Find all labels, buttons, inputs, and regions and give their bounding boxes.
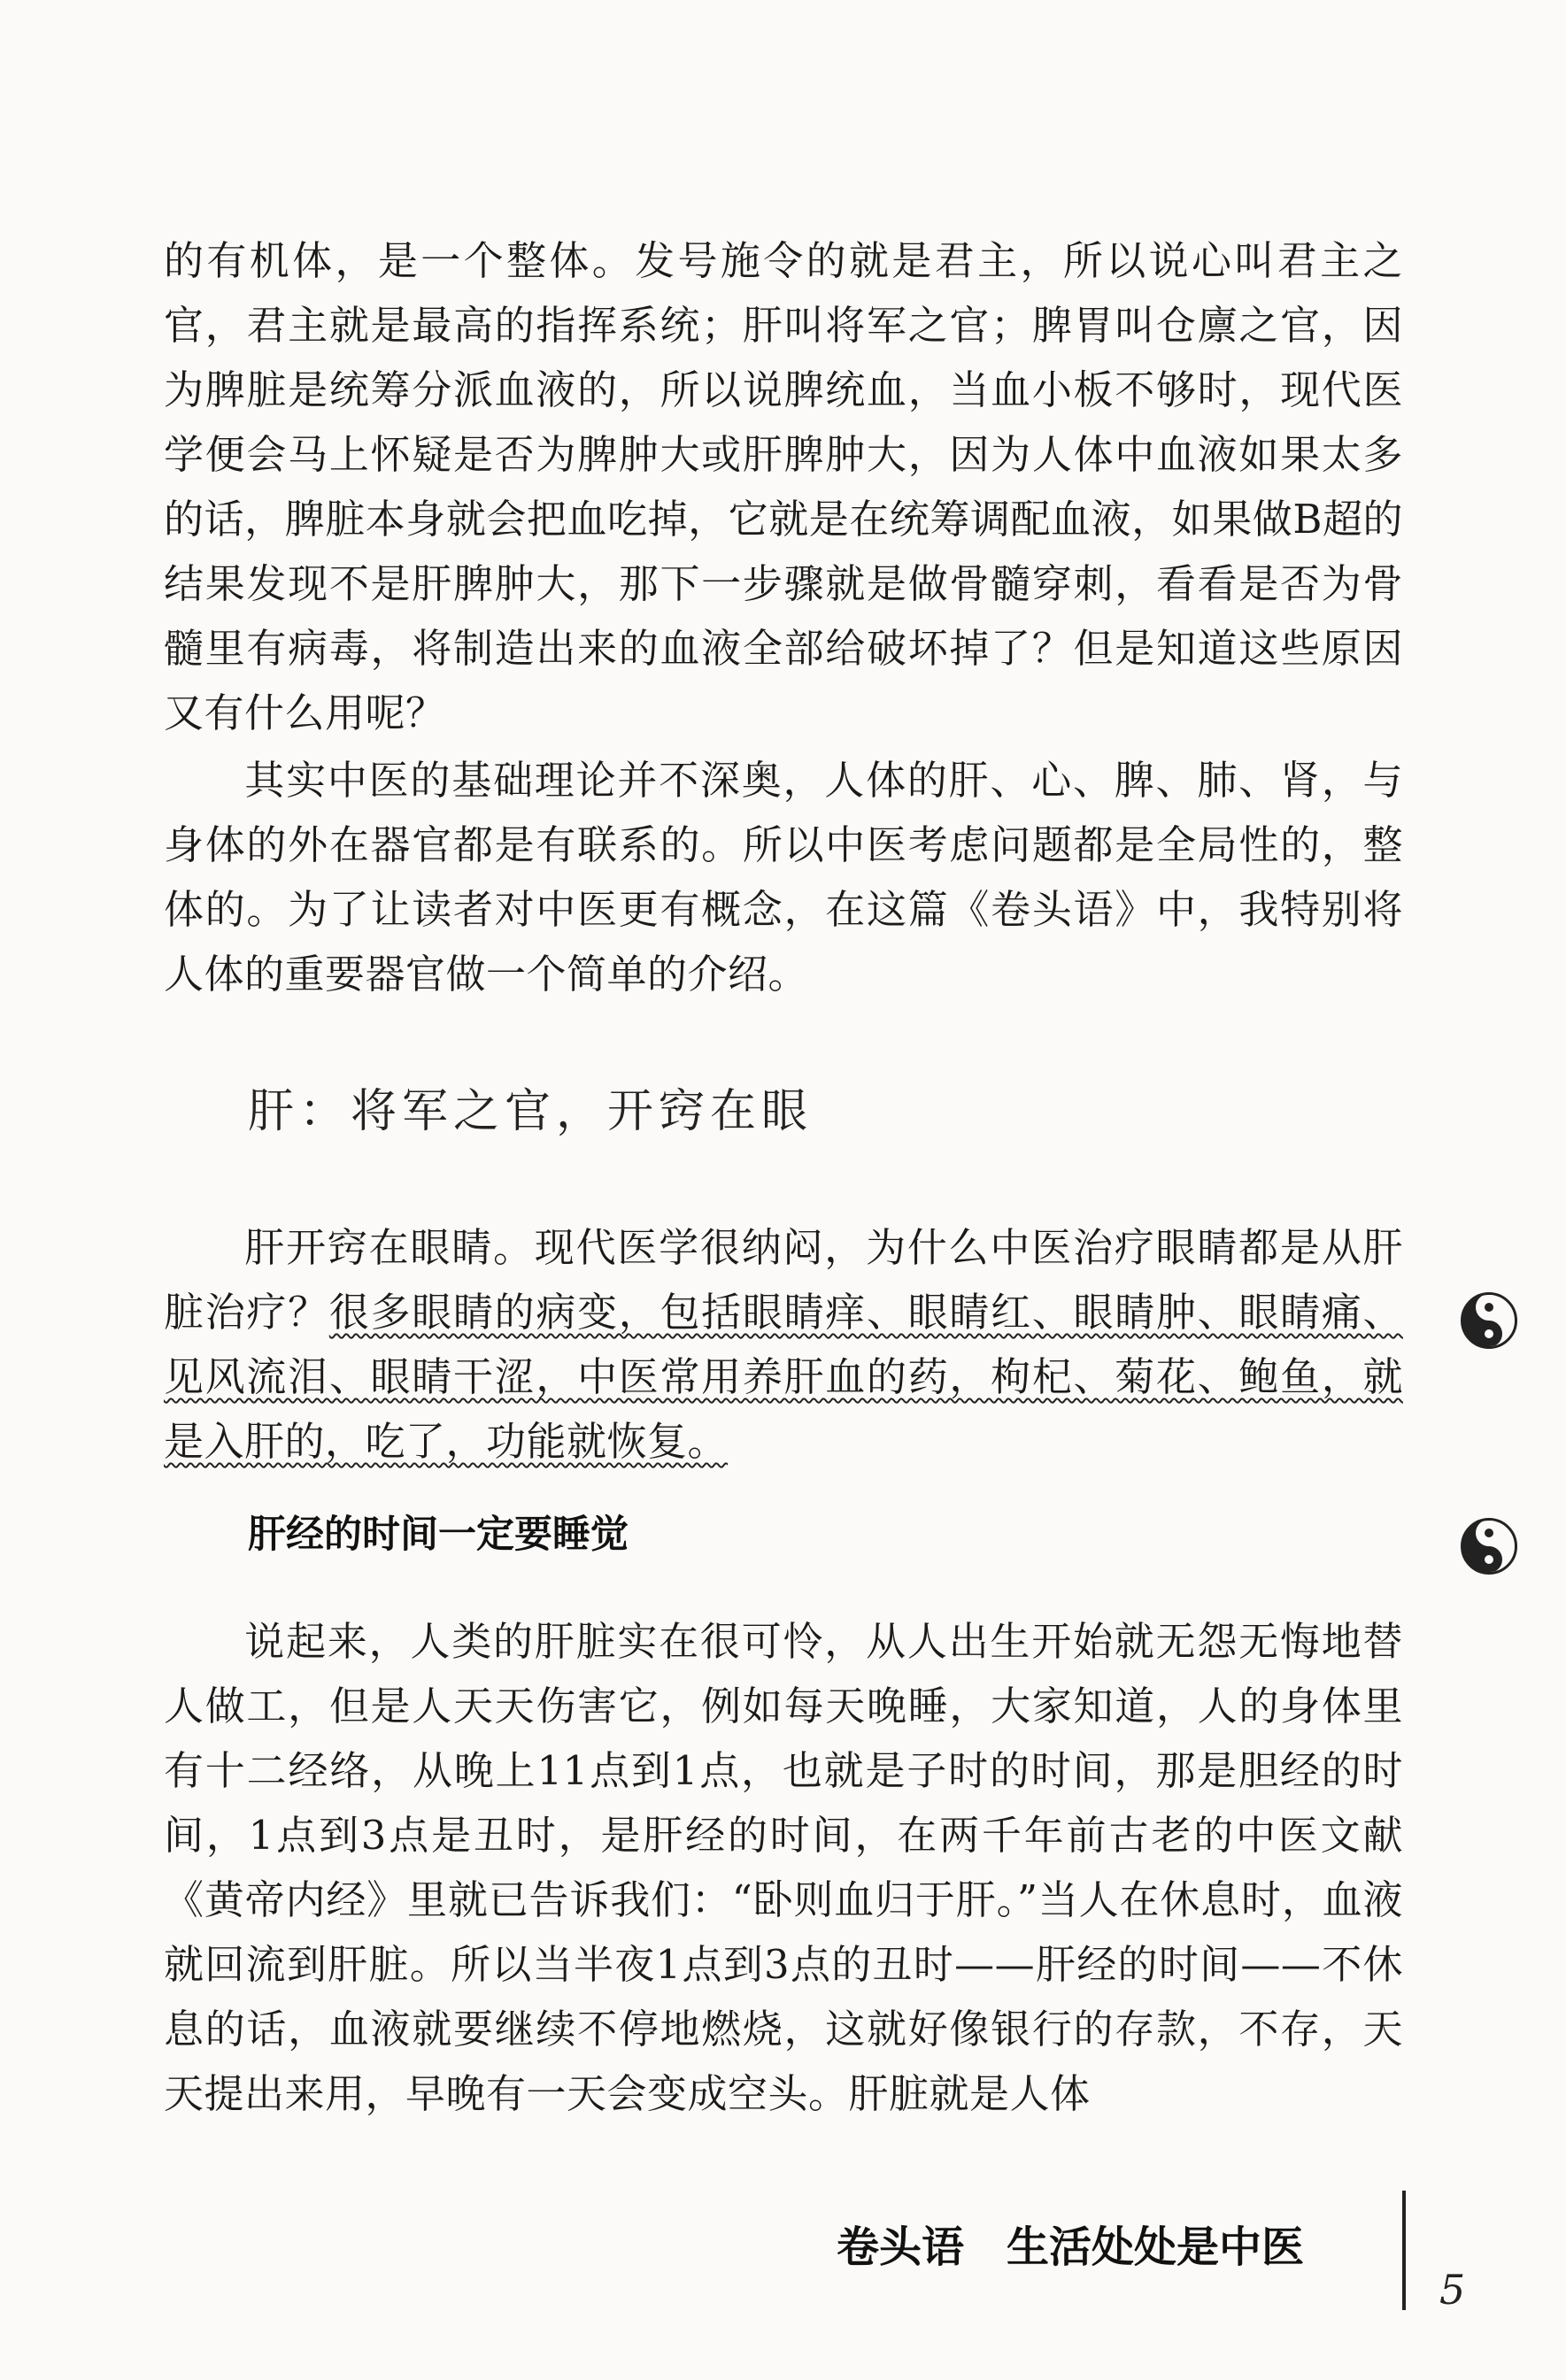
page-number: 5 [1439, 2266, 1466, 2314]
paragraph-3-text: 肝开窍在眼睛。现代医学很纳闷，为什么中医治疗眼睛都是从肝脏治疗？ [164, 1224, 1403, 1336]
footer-divider [1402, 2191, 1406, 2310]
paragraph-4 [164, 1609, 1403, 2126]
paragraph-4-block [164, 1609, 1403, 2126]
running-footer-title: 卷头语 生活处处是中医 [837, 2222, 1305, 2272]
paragraph-3-block [164, 1215, 1403, 1474]
yin-yang-icon [1461, 1292, 1517, 1349]
paragraph-4-text: 说起来，人类的肝脏实在很可怜，从人出生开始就无怨无悔地替人做工，但是人天天伤害它，例如每天晚睡，大家知道，人的身体里有十二经络，从晚上11点到1点，也就是子时的时间，那是胆经的时间，1点到3点是丑时，是肝经的时间，在两千年前古老的中医文献《黄帝内经》里就已告诉我们：“卧则血归于肝。”当人在休息时，血液就回流到肝脏。所以当半夜1点到3点的丑时——肝经的时间——不休息的话，血液就要继续不停地燃烧，这就好像银行的存款，不存，天天提出来用，早晚有一天会变成空头。肝脏就是人体 [164, 1618, 1403, 2117]
paragraph-2-block [164, 748, 1403, 1006]
paragraph-1-block [164, 228, 1403, 745]
subheading: 肝经的时间一定要睡觉 [248, 1513, 629, 1557]
yin-yang-icon [1461, 1518, 1517, 1575]
paragraph-1: 的有机体，是一个整体。发号施令的就是君主，所以说心叫君主之官，君主就是最高的指挥系统；肝叫将军之官；脾胃叫仓廪之官，因为脾脏是统筹分派血液的，所以说脾统血，当血小板不够时，现代医学便会马上怀疑是否为脾肿大或肝脾肿大，因为人体中血液如果太多的话，脾脏本身就会把血吃掉，它就是在统筹调配血液，如果做B超的结果发现不是肝脾肿大，那下一步骤就是做骨髓穿刺，看看是否为骨髓里有病毒，将制造出来的血液全部给破坏掉了？但是知道这些原因又有什么用呢？ [164, 237, 1403, 736]
paragraph-3 [164, 1215, 1403, 1474]
paragraph-2 [164, 748, 1403, 1006]
section-heading: 肝：将军之官，开窍在眼 [248, 1085, 814, 1138]
wavy-underlined-text: 很多眼睛的病变，包括眼睛痒、眼睛红、眼睛肿、眼睛痛、见风流泪、眼睛干涩，中医常用养肝血的药，枸杞、菊花、鲍鱼，就是入肝的，吃了，功能就恢复。 [164, 1289, 1403, 1465]
paragraph-2-text: 其实中医的基础理论并不深奥，人体的肝、心、脾、肺、肾，与身体的外在器官都是有联系的。所以中医考虑问题都是全局性的，整体的。为了让读者对中医更有概念，在这篇《卷头语》中，我特别将人体的重要器官做一个简单的介绍。 [164, 757, 1403, 997]
